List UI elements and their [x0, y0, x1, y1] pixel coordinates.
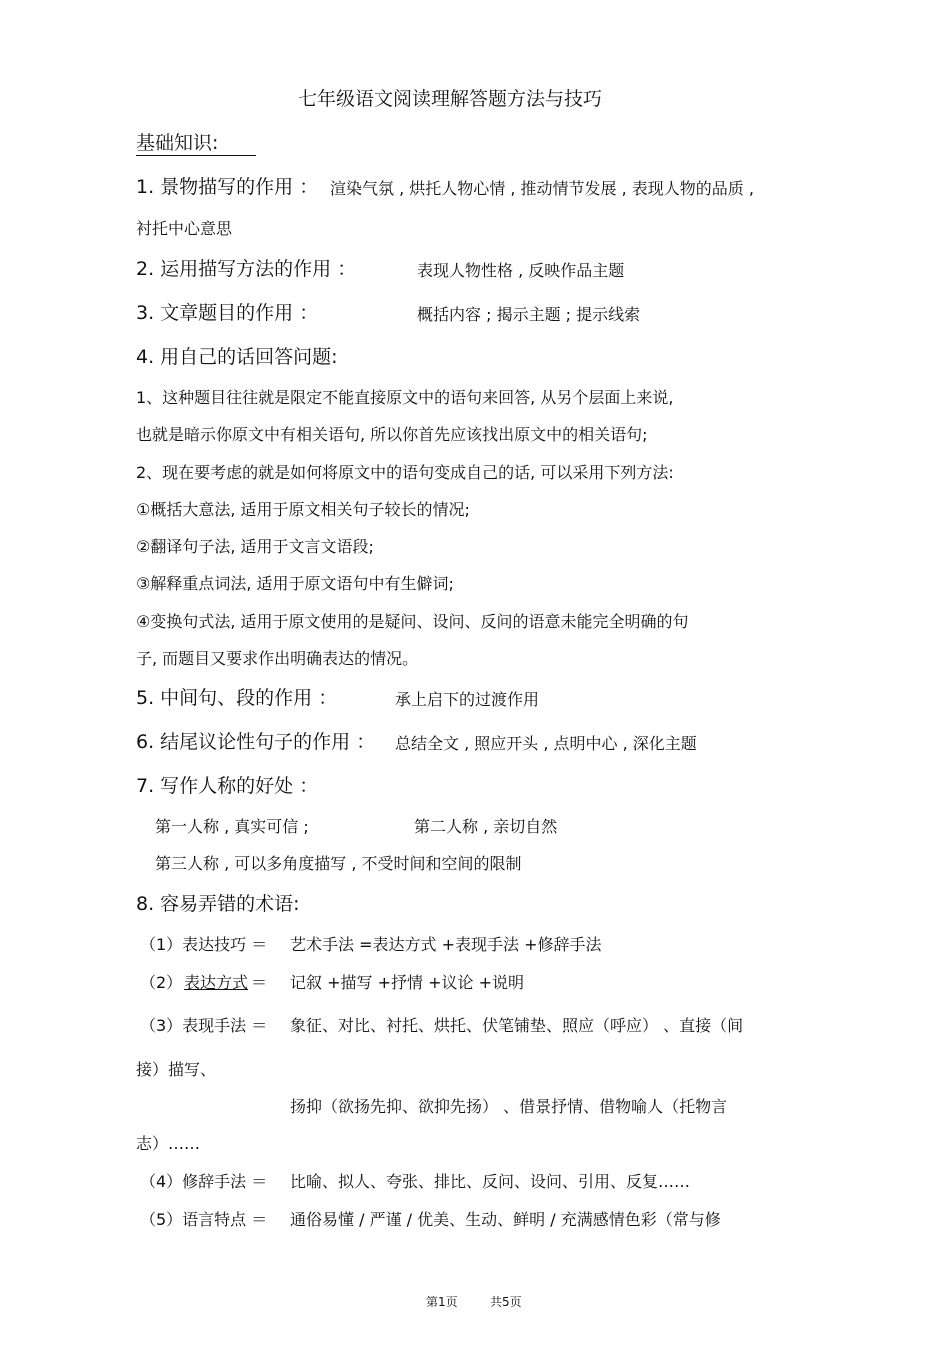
item-2-label: 2. 运用描写方法的作用 ：	[136, 258, 357, 280]
term-2-equals: ＝	[251, 973, 268, 992]
term-1-label: （1）表达技巧 ＝	[140, 935, 268, 954]
item-7-first-person: 第一人称 , 真实可信 ;	[155, 817, 309, 836]
term-5-label: （5）语言特点 ＝	[140, 1210, 268, 1229]
term-4-label: （4）修辞手法 ＝	[140, 1172, 268, 1191]
item-4-method-1: ①概括大意法, 适用于原文相关句子较长的情况;	[136, 500, 470, 519]
item-3-text: 概括内容 ; 揭示主题 ; 提示线索	[417, 305, 641, 324]
item-4-label: 4. 用自己的话回答问题:	[136, 346, 338, 368]
term-2-label: 表达方式	[184, 973, 249, 992]
item-5-text: 承上启下的过渡作用	[395, 690, 540, 709]
item-8-label: 8. 容易弄错的术语:	[136, 893, 300, 915]
item-1-text: 渲染气氛 , 烘托人物心情 , 推动情节发展 , 表现人物的品质 ,	[330, 179, 754, 198]
term-3-text-cont: 接）描写、	[136, 1060, 217, 1079]
term-2-number: （2）	[140, 973, 183, 992]
item-1-label: 1. 景物描写的作用 ：	[136, 176, 319, 198]
item-7-second-person: 第二人称 , 亲切自然	[414, 817, 558, 836]
section-heading-underline	[136, 155, 256, 156]
term-3-text-line4: 志）……	[136, 1134, 201, 1153]
section-heading: 基础知识:	[136, 132, 219, 154]
item-4-method-4a: ④变换句式法, 适用于原文使用的是疑问、设问、反问的语意未能完全明确的句	[136, 612, 689, 631]
item-4-method-2: ②翻译句子法, 适用于文言文语段;	[136, 537, 374, 556]
item-1-text-cont: 衬托中心意思	[136, 219, 233, 238]
item-4-paragraph-1b: 也就是暗示你原文中有相关语句, 所以你首先应该找出原文中的相关语句;	[136, 425, 648, 444]
item-4-paragraph-1a: 1、这种题目往往就是限定不能直接原文中的语句来回答, 从另个层面上来说,	[136, 388, 674, 407]
page-title: 七年级语文阅读理解答题方法与技巧	[298, 88, 603, 110]
term-4-text: 比喻、拟人、夸张、排比、反问、设问、引用、反复……	[290, 1172, 691, 1191]
page-number: 第1页	[426, 1295, 458, 1309]
item-4-method-3: ③解释重点词法, 适用于原文语句中有生僻词;	[136, 574, 454, 593]
item-7-label: 7. 写作人称的好处 ：	[136, 775, 319, 797]
item-6-label: 6. 结尾议论性句子的作用 ：	[136, 731, 376, 753]
term-5-text: 通俗易懂 / 严谨 / 优美、生动、鲜明 / 充满感情色彩（常与修	[290, 1210, 721, 1229]
term-2-text: 记叙 +描写 +抒情 +议论 +说明	[290, 973, 524, 992]
term-3-label: （3）表现手法 ＝	[140, 1016, 268, 1035]
item-4-paragraph-2: 2、现在要考虑的就是如何将原文中的语句变成自己的话, 可以采用下列方法:	[136, 463, 674, 482]
term-3-text-line3: 扬抑（欲扬先抑、欲抑先扬） 、借景抒情、借物喻人（托物言	[290, 1097, 728, 1116]
item-3-label: 3. 文章题目的作用 ：	[136, 302, 319, 324]
item-4-method-4b: 子, 而题目又要求作出明确表达的情况。	[136, 649, 419, 668]
page-total: 共5页	[490, 1295, 522, 1309]
item-6-text: 总结全文 , 照应开头 , 点明中心 , 深化主题	[395, 734, 697, 753]
item-7-third-person: 第三人称 , 可以多角度描写 , 不受时间和空间的限制	[155, 854, 522, 873]
term-3-text: 象征、对比、衬托、烘托、伏笔铺垫、照应（呼应） 、直接（间	[290, 1016, 744, 1035]
item-5-label: 5. 中间句、段的作用 ：	[136, 687, 338, 709]
term-1-text: 艺术手法 =表达方式 +表现手法 +修辞手法	[290, 935, 602, 954]
item-2-text: 表现人物性格 , 反映作品主题	[417, 261, 625, 280]
